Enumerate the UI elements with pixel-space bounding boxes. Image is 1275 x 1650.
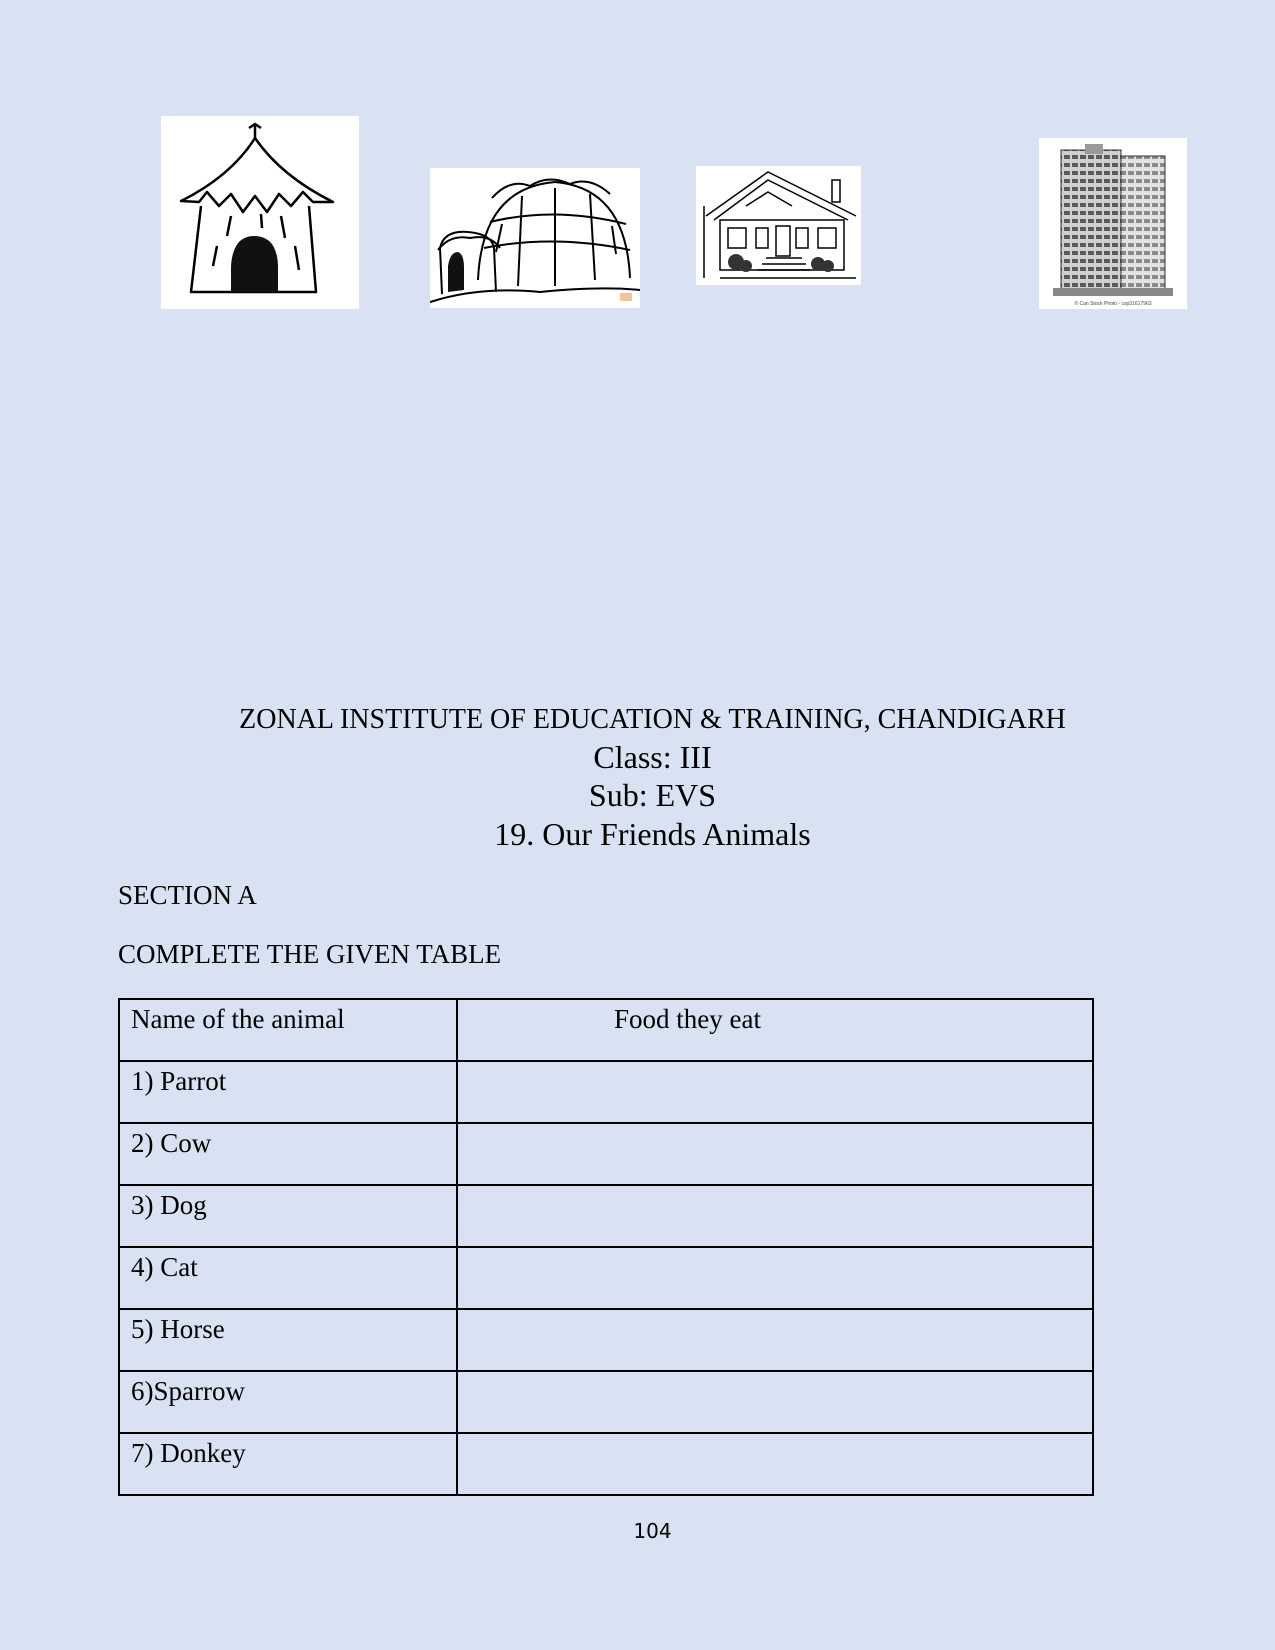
table-row: [119, 1371, 1093, 1433]
institute-title: ZONAL INSTITUTE OF EDUCATION & TRAINING, CHANDIGARH: [239, 704, 1066, 735]
header-food: Food they eat: [457, 999, 1093, 1061]
apartment-building-image: [1039, 138, 1187, 309]
table-row: [119, 1309, 1093, 1371]
food-cell[interactable]: [457, 1185, 1093, 1247]
food-cell[interactable]: [457, 1433, 1093, 1495]
table-row: [119, 1061, 1093, 1123]
food-cell[interactable]: [457, 1309, 1093, 1371]
table-row: [119, 1247, 1093, 1309]
house-icon: [696, 166, 861, 285]
animal-food-table: [118, 998, 1094, 1496]
igloo-image: [430, 168, 640, 308]
class-label: Class: III: [593, 739, 712, 775]
food-cell[interactable]: [457, 1061, 1093, 1123]
animal-cell: 3) Dog: [119, 1185, 457, 1247]
food-cell[interactable]: [457, 1123, 1093, 1185]
hut-image: [161, 116, 359, 309]
photo-credit: © Can Stock Photo - csp31617963: [1074, 301, 1152, 307]
animal-cell: 7) Donkey: [119, 1433, 457, 1495]
house-image: [696, 166, 861, 285]
section-heading: SECTION A: [118, 880, 257, 910]
animal-cell: 5) Horse: [119, 1309, 457, 1371]
instruction-text: COMPLETE THE GIVEN TABLE: [118, 939, 502, 969]
animal-cell: 4) Cat: [119, 1247, 457, 1309]
animal-cell: 1) Parrot: [119, 1061, 457, 1123]
food-cell[interactable]: [457, 1371, 1093, 1433]
food-cell[interactable]: [457, 1247, 1093, 1309]
hut-icon: [161, 116, 359, 309]
table-row: [119, 1433, 1093, 1495]
subject-label: Sub: EVS: [588, 777, 717, 813]
table-row: [119, 1123, 1093, 1185]
header-animal: Name of the animal: [119, 999, 457, 1061]
igloo-icon: [430, 168, 640, 308]
table-row: [119, 1185, 1093, 1247]
page-number: 104: [633, 1519, 672, 1543]
animal-cell: 6)Sparrow: [119, 1371, 457, 1433]
chapter-title: 19. Our Friends Animals: [494, 816, 811, 852]
animal-cell: 2) Cow: [119, 1123, 457, 1185]
table-header-row: [119, 999, 1093, 1061]
building-icon: [1039, 138, 1187, 309]
